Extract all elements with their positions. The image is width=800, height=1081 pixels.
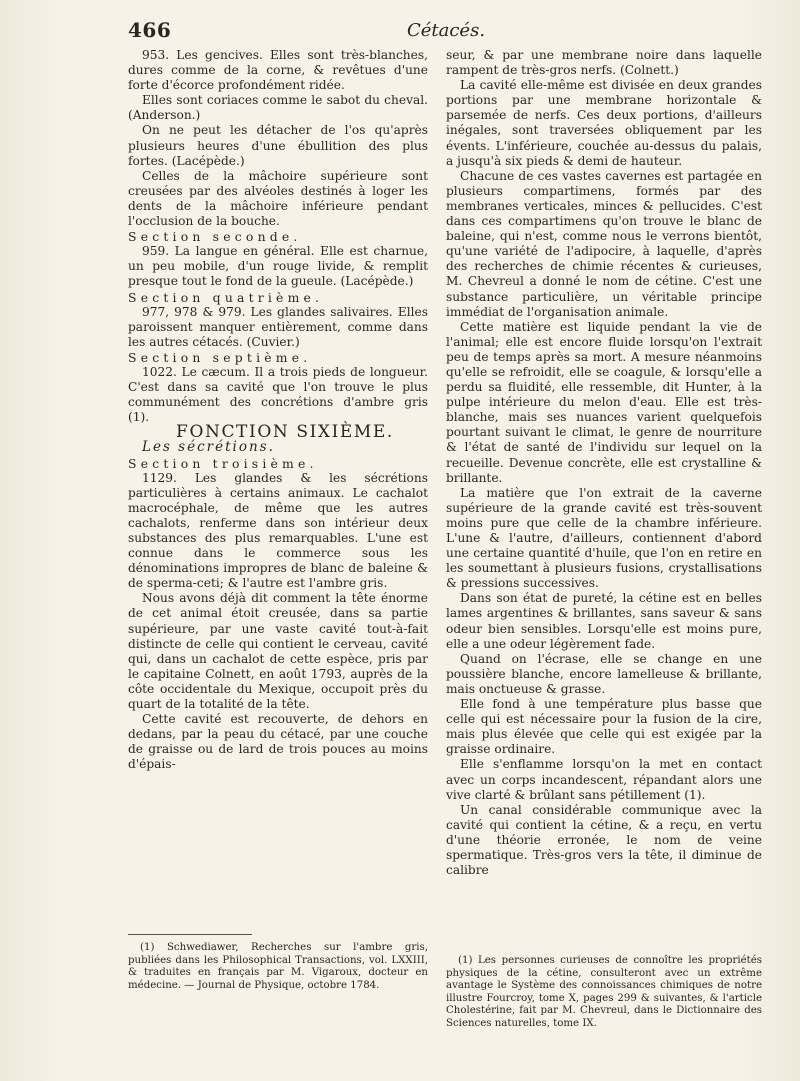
paragraph-ecrase: Quand on l'écrase, elle se change en une poussière blanche, encore lamelleuse & brillante, mais onctueuse & grasse. — [446, 651, 762, 696]
paragraph-compartimens: Chacune de ces vastes cavernes est partagée en plusieurs compartimens, formés par des membranes verticales, minces & pellucides. C'est dans ces compartimens qu'on trouve le blanc de baleine, qui n'est, comme nous le verrons bientôt, qu'une variété de l'adipocire, à laquelle, d'après des recherches de chimie récentes & curieuses, M. Chevreul a donné le nom de cétine. C'est une substance particulière, un véritable principe immédiat de l'organisation animale. — [446, 168, 762, 319]
footnote-right-text: (1) Les personnes curieuses de connoître les propriétés physiques de la cétine, consulteront avec un extrême avantage le Système des connoissances chimiques de notre illustre Fourcroy, tome X, pages 299 & suivantes, & l'article Cholestérine, fait par M. Chevreul, dans le Dictionnaire des Sciences naturelles, tome IX. — [446, 955, 762, 1029]
page-header — [128, 18, 764, 44]
paragraph-langue: 959. La langue en général. Elle est charnue, un peu mobile, d'un rouge livide, & remplit presque tout le fond de la gueule. (Lacépède.) — [128, 244, 428, 289]
paragraph-fond: Elle fond à une température plus basse que celle qui est nécessaire pour la fusion de la cire, mais plus élevée que celle qui est exigée par la graisse ordinaire. — [446, 697, 762, 757]
fonction-heading: FONCTION SIXIÈME. — [176, 422, 394, 443]
paragraph-caverne-superieure: La matière que l'on extrait de la caverne supérieure de la grande cavité est très-souvent moins pure que celle de la chambre inférieure. L'une & l'autre, d'ailleurs, contiennent d'abord une certaine quantité d'huile, que l'on en retire en les soumettant à plusieurs fusions, crystallisations & pressions successives. — [446, 485, 762, 591]
running-title: Cétacés. — [406, 20, 486, 41]
section-heading-seconde: Section seconde. — [128, 229, 302, 245]
subheading-secretions: Les sécrétions. — [142, 439, 275, 456]
footnote-left — [128, 942, 428, 992]
paragraph-coriaces: Elles sont coriaces comme le sabot du cheval. (Anderson.) — [128, 93, 428, 123]
left-column — [128, 48, 428, 773]
section-heading-troisieme: Section troisième. — [128, 455, 318, 471]
paragraph-cavite-recouverte: Cette cavité est recouverte, de dehors en dedans, par la peau du cétacé, par une couche de graisse ou de lard de trois pouces au moins d'épais- — [128, 712, 428, 772]
section-heading-septieme: Section septième. — [128, 349, 312, 365]
right-column — [446, 48, 762, 878]
paragraph-glandes-salivaires: 977, 978 & 979. Les glandes salivaires. Elles paroissent manquer entièrement, comme dans les autres cétacés. (Cuvier.) — [128, 304, 428, 349]
section-heading-quatrieme: Section quatrième. — [128, 289, 324, 305]
footnote-right — [446, 955, 762, 1031]
paragraph-detacher: On ne peut les détacher de l'os qu'après plusieurs heures d'une ébullition des plus fortes. (Lacépède.) — [128, 123, 428, 168]
paragraph-purete: Dans son état de pureté, la cétine est en belles lames argentines & brillantes, sans saveur & sans odeur bien sensibles. Lorsqu'elle est moins pure, elle a une odeur légèrement fade. — [446, 591, 762, 651]
paragraph-matiere-liquide: Cette matière est liquide pendant la vie de l'animal; elle est encore fluide lorsqu'on l'extrait peu de temps après sa mort. A mesure néanmoins qu'elle se refroidit, elle se coagule, & lorsqu'elle a perdu sa fluidité, elle ressemble, dit Hunter, à la pulpe intérieure du melon d'eau. Elle est très-blanche, mais ses nuances varient quelquefois pourtant suivant le climat, le genre de nourriture & l'état de santé de l'individu sur lequel on la recueille. Devenue concrète, elle est crystalline & brillante. — [446, 319, 762, 485]
footnote-left-text: (1) Schwediawer, Recherches sur l'ambre gris, publiées dans les Philosophical Transactions, vol. LXXIII, & traduites en français par M. Vigaroux, docteur en médecine. — Journal de Physique, octobre 1784. — [128, 942, 428, 991]
paragraph-enflamme: Elle s'enflamme lorsqu'on la met en contact avec un corps incandescent, répandant alors une vive clarté & brûlant sans pétillement (1). — [446, 757, 762, 802]
footnote-rule — [128, 934, 252, 935]
paragraph-machoire: Celles de la mâchoire supérieure sont creusées par des alvéoles destinés à loger les dents de la mâchoire inférieure pendant l'occlusion de la bouche. — [128, 168, 428, 229]
paragraph-gencives: 953. Les gencives. Elles sont très-blanches, dures comme de la corne, & revêtues d'une forte d'écorce profondément ridée. — [128, 48, 428, 93]
paragraph-glandes-secretions: 1129. Les glandes & les sécrétions particulières à certains animaux. Le cachalot macrocéphale, de même que les autres cachalots, renferme dans son intérieur deux substances des plus remarquables. L'une est connue dans le commerce sous les dénominations impropres de blanc de baleine & de sperma-ceti; & l'autre est l'ambre gris. — [128, 470, 428, 591]
paragraph-cavite-divisee: La cavité elle-même est divisée en deux grandes portions par une membrane horizontale & parsemée de nerfs. Ces deux portions, d'ailleurs inégales, sont traversées obliquement par les évents. L'inférieure, couchée au-dessus du palais, a jusqu'à six pieds & demi de hauteur. — [446, 78, 762, 168]
paragraph-tete-enorme: Nous avons déjà dit comment la tête énorme de cet animal étoit creusée, dans sa partie supérieure, par une vaste cavité tout-à-fait distincte de celle qui contient le cerveau, cavité qui, dans un cachalot de cette espèce, pris par le capitaine Colnett, en août 1793, auprès de la côte occidentale du Mexique, occupoit près du quart de la totalité de la tête. — [128, 591, 428, 712]
paragraph-continuation: seur, & par une membrane noire dans laquelle rampent de très-gros nerfs. (Colnett.) — [446, 48, 762, 78]
page-number: 466 — [128, 18, 172, 42]
paragraph-caecum: 1022. Le cæcum. Il a trois pieds de longueur. C'est dans sa cavité que l'on trouve le plus communément des concrétions d'ambre gris (1). — [128, 364, 428, 425]
paragraph-canal: Un canal considérable communique avec la cavité qui contient la cétine, & a reçu, en vertu d'une théorie erronée, le nom de veine spermatique. Très-gros vers la tête, il diminue de calibre — [446, 802, 762, 878]
